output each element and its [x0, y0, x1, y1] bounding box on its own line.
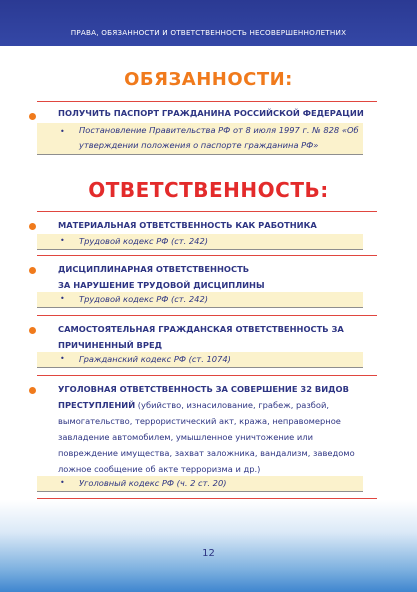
- duty-heading: ПОЛУЧИТЬ ПАСПОРТ ГРАЖДАНИНА РОССИЙСКОЙ ФЕДЕРАЦИИ: [58, 108, 364, 118]
- reference-text: Уголовный кодекс РФ (ч. 2 ст. 20): [79, 478, 227, 488]
- reference-box: [37, 292, 363, 308]
- heading-line: УГОЛОВНАЯ ОТВЕТСТВЕННОСТЬ ЗА СОВЕРШЕНИЕ 32 ВИДОВ: [58, 384, 349, 394]
- reference-box: [37, 352, 363, 368]
- divider: [37, 498, 377, 499]
- heading-line: САМОСТОЯТЕЛЬНАЯ ГРАЖДАНСКАЯ ОТВЕТСТВЕННОСТЬ ЗА: [58, 324, 344, 334]
- bullet-icon: •: [60, 478, 65, 487]
- divider: [37, 211, 377, 212]
- bullet-icon: [29, 327, 36, 334]
- page-number: 12: [202, 548, 215, 559]
- heading-line: ПРИЧИНЕННЫЙ ВРЕД: [58, 340, 163, 350]
- divider: [37, 101, 377, 102]
- heading-line: ДИСЦИПЛИНАРНАЯ ОТВЕТСТВЕННОСТЬ: [58, 264, 250, 274]
- reference-box: [37, 234, 363, 250]
- reference-box: [37, 123, 363, 155]
- bullet-icon: •: [60, 127, 65, 136]
- header-title: ПРАВА, ОБЯЗАННОСТИ И ОТВЕТСТВЕННОСТЬ НЕСОВЕРШЕННОЛЕТНИХ: [70, 28, 347, 37]
- heading-line-bold: ПРЕСТУПЛЕНИЙ: [58, 400, 136, 410]
- crime-list: (убийство, изнасилование, грабеж, разбой, вымогательство, террористический акт, кража, неправомерное завладение автомобилем, умышленное уничтожение или повреждение имущества, захват заложника, вандализм, заведомо ложное сообщение об акте терроризма и др.): [58, 400, 355, 474]
- reference-text: Гражданский кодекс РФ (ст. 1074): [79, 354, 231, 364]
- bullet-icon: [29, 387, 36, 394]
- responsibility-heading: МАТЕРИАЛЬНАЯ ОТВЕТСТВЕННОСТЬ КАК РАБОТНИКА: [58, 220, 317, 230]
- bullet-icon: •: [60, 294, 65, 303]
- bullet-icon: [29, 113, 36, 120]
- duties-title: ОБЯЗАННОСТИ:: [124, 69, 293, 90]
- divider: [37, 375, 377, 376]
- responsibility-heading: [58, 381, 374, 477]
- heading-line: ЗА НАРУШЕНИЕ ТРУДОВОЙ ДИСЦИПЛИНЫ: [58, 280, 265, 290]
- heading-line: [58, 397, 374, 477]
- divider: [37, 255, 377, 256]
- divider: [37, 315, 377, 316]
- header-band: [0, 0, 417, 46]
- bullet-icon: [29, 223, 36, 230]
- reference-text: Трудовой кодекс РФ (ст. 242): [79, 236, 208, 246]
- bullet-icon: [29, 267, 36, 274]
- reference-text: Постановление Правительства РФ от 8 июля 1997 г. № 828 «Об утверждении положения о паспорте гражданина РФ»: [79, 125, 359, 150]
- bullet-icon: •: [60, 236, 65, 245]
- responsibility-title: ОТВЕТСТВЕННОСТЬ:: [88, 178, 329, 202]
- footer-gradient: [0, 500, 417, 592]
- bullet-icon: •: [60, 354, 65, 363]
- responsibility-heading: [58, 321, 374, 353]
- responsibility-heading: [58, 261, 374, 293]
- reference-box: [37, 476, 363, 492]
- reference-text: Трудовой кодекс РФ (ст. 242): [79, 294, 208, 304]
